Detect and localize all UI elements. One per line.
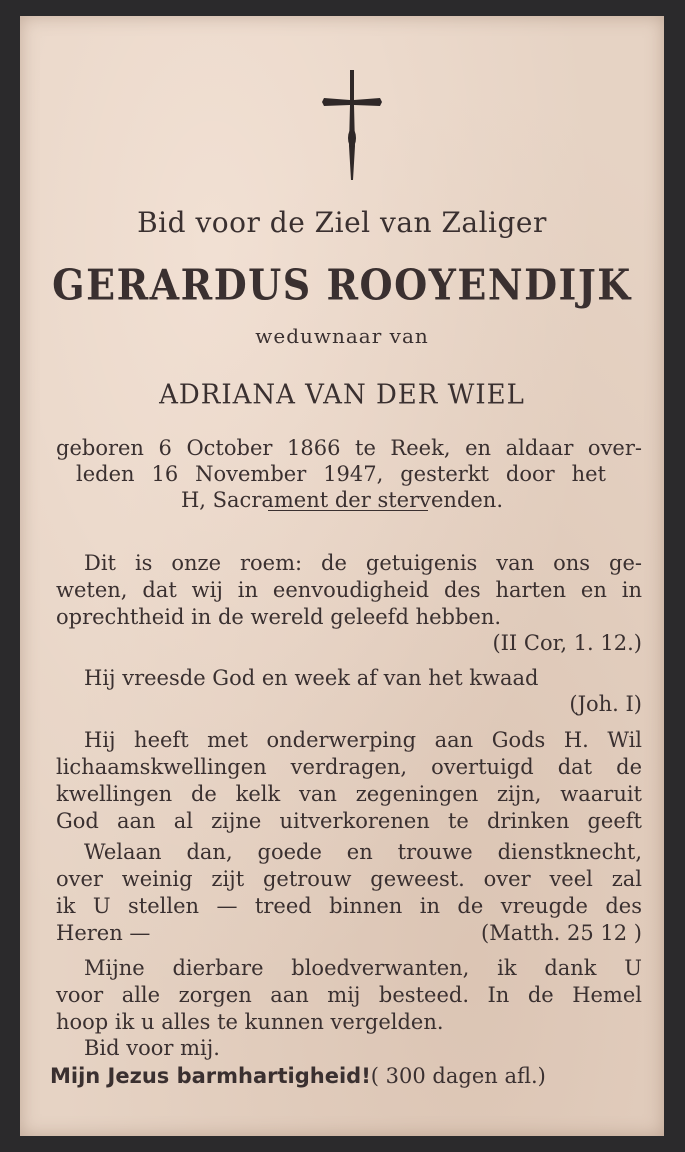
relation-text: weduwnaar van bbox=[255, 324, 429, 348]
verse-1-line-1: Dit is onze roem: de getuigenis van ons ge- bbox=[84, 551, 642, 575]
verse-1-line-3: oprechtheid in de wereld geleefd hebben. bbox=[56, 605, 502, 629]
life-line-1: geboren 6 October 1866 te Reek, en aldaar over- bbox=[56, 436, 642, 460]
verse-4-line-4: Heren — bbox=[56, 921, 151, 945]
life-line-3: H, Sacrament der stervenden. bbox=[180, 488, 504, 512]
verse-5-line-2: voor alle zorgen aan mij besteed. In de Hemel bbox=[56, 983, 642, 1007]
verse-4-line-1: Welaan dan, goede en trouwe dienstknecht, bbox=[84, 840, 642, 864]
verse-1-line-2: weten, dat wij in eenvoudigheid des harten en in bbox=[56, 578, 642, 602]
cross-icon bbox=[320, 68, 384, 188]
verse-3-line-1: Hij heeft met onderwerping aan Gods H. Wil bbox=[84, 728, 642, 752]
verse-3-line-2: lichaamskwellingen verdragen, overtuigd dat de bbox=[56, 755, 642, 779]
verse-5-line-3: hoop ik u alles te kunnen vergelden. bbox=[56, 1010, 444, 1034]
deceased-name: GERARDUS ROOYENDIJK bbox=[52, 259, 632, 310]
memorial-card bbox=[20, 16, 664, 1136]
verse-4-reference: (Matth. 25 12 ) bbox=[481, 921, 642, 945]
verse-5-line-1: Mijne dierbare bloedverwanten, ik dank U bbox=[84, 956, 642, 980]
indulgence-note: ( 300 dagen afl.) bbox=[370, 1064, 546, 1088]
verse-3-line-3: kwellingen de kelk van zegeningen zijn, waaruit bbox=[56, 782, 642, 806]
verse-5-line-4: Bid voor mij. bbox=[84, 1036, 220, 1060]
verse-4-line-3: ik U stellen — treed binnen in de vreugde des bbox=[56, 894, 642, 918]
prayer-text: Mijn Jezus barmhartigheid! bbox=[50, 1064, 371, 1088]
intro-heading: Bid voor de Ziel van Zaliger bbox=[137, 206, 547, 239]
verse-1-reference: (II Cor, 1. 12.) bbox=[492, 631, 642, 655]
verse-2-line-1: Hij vreesde God en week af van het kwaad bbox=[84, 666, 539, 690]
spouse-name: ADRIANA VAN DER WIEL bbox=[159, 379, 525, 411]
verse-2-reference: (Joh. I) bbox=[569, 692, 642, 716]
footer-line bbox=[50, 1064, 644, 1088]
divider bbox=[268, 510, 428, 511]
verse-3-line-4: God aan al zijne uitverkorenen te drinken geeft bbox=[56, 809, 642, 833]
life-line-2: leden 16 November 1947, gesterkt door het bbox=[76, 462, 606, 486]
verse-4-line-2: over weinig zijt getrouw geweest. over veel zal bbox=[56, 867, 642, 891]
